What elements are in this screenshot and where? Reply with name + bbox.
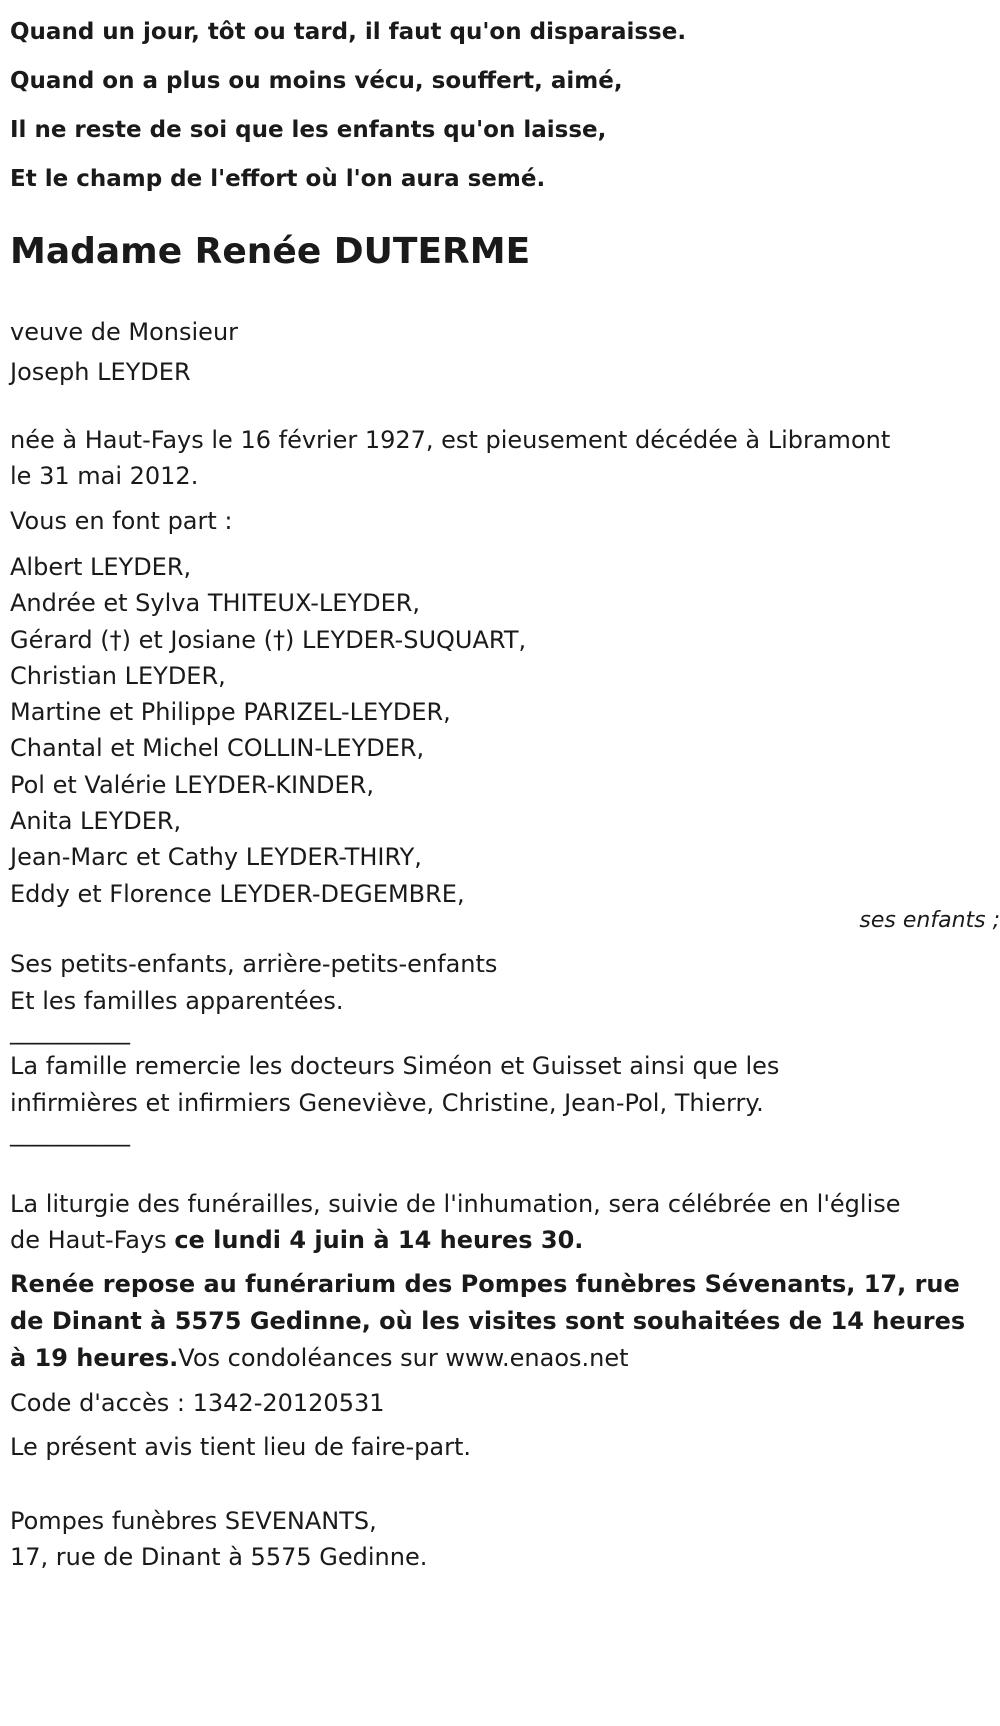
separator: __________ — [10, 1118, 130, 1147]
list-item: Chantal et Michel COLLIN-LEYDER, — [10, 734, 425, 763]
deceased-name: Madame Renée DUTERME — [10, 231, 531, 272]
list-item: Anita LEYDER, — [10, 807, 182, 836]
thanks-text: infirmières et infirmiers Geneviève, Christine, Jean-Pol, Thierry. — [10, 1088, 764, 1117]
spouse-name: Joseph LEYDER — [10, 358, 191, 386]
poem-line: Quand on a plus ou moins vécu, souffert, aimé, — [10, 68, 623, 94]
list-item: Martine et Philippe PARIZEL-LEYDER, — [10, 698, 451, 727]
repose-text: Renée repose au funérarium des Pompes funèbres Sévenants, 17, rue — [10, 1269, 960, 1298]
repose-text — [10, 1340, 990, 1377]
funeral-text — [10, 1222, 990, 1258]
birth-death-text: née à Haut-Fays le 16 février 1927, est pieusement décédée à Libramont — [10, 426, 891, 454]
announcement-intro: Vous en font part : — [10, 507, 233, 535]
children-list — [10, 549, 990, 912]
funeral-home-name: Pompes funèbres SEVENANTS, — [10, 1506, 377, 1535]
list-item: Christian LEYDER, — [10, 661, 226, 690]
obituary-notice — [10, 0, 1000, 1575]
notice-text: Le présent avis tient lieu de faire-part. — [10, 1432, 472, 1461]
widow-line: veuve de Monsieur — [10, 318, 239, 346]
funeral-place: de Haut-Fays — [10, 1225, 175, 1254]
list-item: Andrée et Sylva THITEUX-LEYDER, — [10, 589, 421, 618]
access-code: Code d'accès : 1342-20120531 — [10, 1388, 385, 1417]
funeral-date: ce lundi 4 juin à 14 heures 30. — [174, 1225, 584, 1254]
children-role: ses enfants ; — [859, 907, 1000, 933]
poem — [10, 8, 990, 204]
condolences-link[interactable]: Vos condoléances sur www.enaos.net — [178, 1343, 629, 1372]
families-text: Et les familles apparentées. — [10, 986, 344, 1015]
thanks-text: La famille remercie les docteurs Siméon et Guisset ainsi que les — [10, 1051, 780, 1080]
poem-line: Quand un jour, tôt ou tard, il faut qu'on disparaisse. — [10, 19, 687, 45]
poem-line: Il ne reste de soi que les enfants qu'on laisse, — [10, 117, 607, 143]
list-item: Pol et Valérie LEYDER-KINDER, — [10, 770, 374, 799]
separator: __________ — [10, 1016, 130, 1045]
visit-end-time: à 19 heures. — [10, 1343, 179, 1372]
list-item: Gérard (†) et Josiane (†) LEYDER-SUQUART, — [10, 625, 527, 654]
list-item: Eddy et Florence LEYDER-DEGEMBRE, — [10, 879, 465, 908]
repose-text: de Dinant à 5575 Gedinne, où les visites sont souhaitées de 14 heures — [10, 1306, 966, 1335]
list-item: Jean-Marc et Cathy LEYDER-THIRY, — [10, 843, 422, 872]
grandchildren-text: Ses petits-enfants, arrière-petits-enfants — [10, 949, 498, 978]
funeral-text: La liturgie des funérailles, suivie de l'inhumation, sera célébrée en l'église — [10, 1189, 901, 1218]
poem-line: Et le champ de l'effort où l'on aura semé. — [10, 166, 546, 192]
funeral-home-address: 17, rue de Dinant à 5575 Gedinne. — [10, 1542, 428, 1571]
list-item: Albert LEYDER, — [10, 553, 192, 581]
birth-death-text: le 31 mai 2012. — [10, 462, 199, 490]
